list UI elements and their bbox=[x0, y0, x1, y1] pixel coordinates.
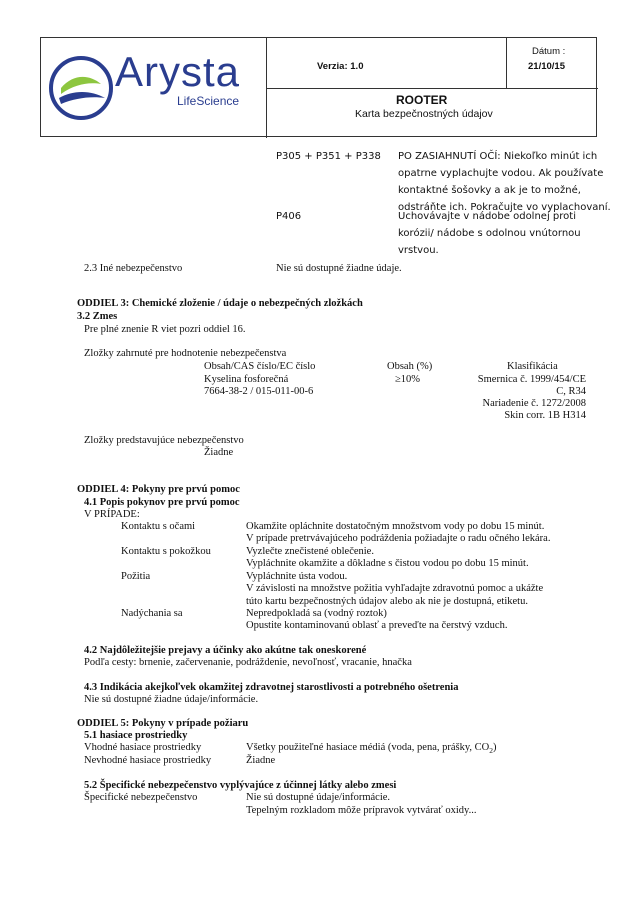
precaution-text-line: odstráňte ich. Pokračujte vo vyplachovaní. bbox=[398, 202, 611, 213]
precaution-text-line: kontaktné šošovky a ak je to možné, bbox=[398, 185, 581, 196]
component-content: ≥10% bbox=[395, 374, 421, 385]
first-aid-text-line: Vypláchnite okamžite a dôkladne s čistou vodou po dobu 15 minút. bbox=[246, 558, 529, 569]
classification-line: C, R34 bbox=[556, 386, 586, 397]
section-4-2-heading: 4.2 Najdôležitejšie prejavy a účinky ako akútne tak oneskorené bbox=[84, 645, 367, 656]
classification-line: Nariadenie č. 1272/2008 bbox=[482, 398, 586, 409]
first-aid-text-line: Nepredpokladá sa (vodný roztok) bbox=[246, 608, 387, 619]
section-4-title: ODDIEL 4: Pokyny pre prvú pomoc bbox=[77, 484, 240, 495]
subscript: 2 bbox=[489, 746, 494, 756]
section-4-1-heading: 4.1 Popis pokynov pre prvú pomoc bbox=[84, 497, 240, 508]
header-divider bbox=[266, 88, 598, 89]
header-divider bbox=[506, 38, 507, 88]
col-header-content: Obsah (%) bbox=[387, 361, 433, 372]
precaution-text-line: Uchovávajte v nádobe odolnej proti bbox=[398, 211, 576, 222]
suitable-media-value bbox=[246, 742, 497, 755]
version-label: Verzia: 1.0 bbox=[317, 61, 364, 72]
section-5-2-heading: 5.2 Špecifické nebezpečenstvo vyplývajúce z účinnej látky alebo zmesi bbox=[84, 780, 397, 791]
first-aid-text-line: túto kartu bezpečnostných údajov alebo ak nie je dostupná, etiketu. bbox=[246, 596, 528, 607]
precaution-code: P406 bbox=[276, 211, 302, 222]
first-aid-text-line: Vypláchnite ústa vodou. bbox=[246, 571, 348, 582]
specific-hazard-line: Tepelným rozkladom môže prípravok vytvárať oxidy... bbox=[246, 805, 477, 816]
section-4-3-heading: 4.3 Indikácia akejkoľvek okamžitej zdravotnej starostlivosti a potrebného ošetrenia bbox=[84, 682, 459, 693]
section-5-1-heading: 5.1 hasiace prostriedky bbox=[84, 730, 188, 741]
first-aid-text-line: Opustite kontaminovanú oblasť a preveďte na čerstvý vzduch. bbox=[246, 620, 508, 631]
col-header-name: Obsah/CAS číslo/EC číslo bbox=[204, 361, 316, 372]
first-aid-text-line: Vyzlečte znečistené oblečenie. bbox=[246, 546, 374, 557]
document-title: Karta bezpečnostných údajov bbox=[355, 108, 493, 120]
section-3-note: Pre plné znenie R viet pozri oddiel 16. bbox=[84, 324, 246, 335]
unsuitable-media-label: Nevhodné hasiace prostriedky bbox=[84, 755, 212, 766]
in-case-label: V PRÍPADE: bbox=[84, 509, 140, 520]
precaution-text-line: opatrne vyplachujte vodou. Ak používate bbox=[398, 168, 604, 179]
other-hazards-label: 2.3 Iné nebezpečenstvo bbox=[84, 263, 183, 274]
first-aid-text-line: Okamžite opláchnite dostatočným množstvom vody po dobu 15 minút. bbox=[246, 521, 545, 532]
logo-name: Arysta bbox=[115, 48, 241, 95]
classification-line: Smernica č. 1999/454/CE bbox=[477, 374, 586, 385]
suitable-media-label: Vhodné hasiace prostriedky bbox=[84, 742, 202, 753]
first-aid-text-line: V prípade pretrvávajúceho podráždenia požiadajte o radu očného lekára. bbox=[246, 533, 551, 544]
specific-hazard-label: Špecifické nebezpečenstvo bbox=[84, 792, 198, 803]
first-aid-route: Požitia bbox=[121, 571, 151, 582]
section-4-2-text: Podľa cesty: brnenie, začervenanie, podráždenie, nevoľnosť, vracanie, hnačka bbox=[84, 657, 412, 668]
component-ids: 7664-38-2 / 015-011-00-6 bbox=[204, 386, 314, 397]
first-aid-route: Kontaktu s pokožkou bbox=[121, 546, 211, 557]
hazardous-components-value: Žiadne bbox=[204, 447, 234, 458]
other-hazards-value: Nie sú dostupné žiadne údaje. bbox=[276, 263, 402, 274]
first-aid-text-line: V závislosti na množstve požitia vyhľadajte zdravotnú pomoc a ukážte bbox=[246, 583, 544, 594]
logo-subtitle: LifeScience bbox=[177, 94, 240, 108]
closing-paren: ) bbox=[493, 742, 497, 753]
component-name: Kyselina fosforečná bbox=[204, 374, 289, 385]
company-logo bbox=[47, 44, 262, 132]
classification-line: Skin corr. 1B H314 bbox=[504, 410, 586, 421]
first-aid-route: Nadýchania sa bbox=[121, 608, 183, 619]
date-label: Dátum : bbox=[532, 46, 566, 57]
date-value: 21/10/15 bbox=[528, 61, 565, 72]
precaution-code: P305 + P351 + P338 bbox=[276, 151, 381, 162]
precaution-text-line: vrstvou. bbox=[398, 245, 439, 256]
first-aid-route: Kontaktu s očami bbox=[121, 521, 196, 532]
precaution-text-line: PO ZASIAHNUTÍ OČÍ: Niekoľko minút ich bbox=[398, 151, 598, 162]
hazardous-components-label: Zložky predstavujúce nebezpečenstvo bbox=[84, 435, 244, 446]
components-label: Zložky zahrnuté pre hodnotenie nebezpečenstva bbox=[84, 348, 287, 359]
precaution-text-line: korózii/ nádobe s odolnou vnútornou bbox=[398, 228, 581, 239]
section-3-2-heading: 3.2 Zmes bbox=[77, 311, 118, 322]
product-name: ROOTER bbox=[396, 93, 448, 107]
suitable-media-text: Všetky použiteľné hasiace médiá (voda, pena, prášky, CO bbox=[246, 742, 490, 753]
specific-hazard-line: Nie sú dostupné údaje/informácie. bbox=[246, 792, 391, 803]
col-header-classification: Klasifikácia bbox=[507, 361, 558, 372]
document-header bbox=[40, 37, 597, 137]
section-4-3-text: Nie sú dostupné žiadne údaje/informácie. bbox=[84, 694, 259, 705]
section-3-title: ODDIEL 3: Chemické zloženie / údaje o nebezpečných zložkách bbox=[77, 298, 363, 309]
section-5-title: ODDIEL 5: Pokyny v prípade požiaru bbox=[77, 718, 249, 729]
unsuitable-media-value: Žiadne bbox=[246, 755, 276, 766]
